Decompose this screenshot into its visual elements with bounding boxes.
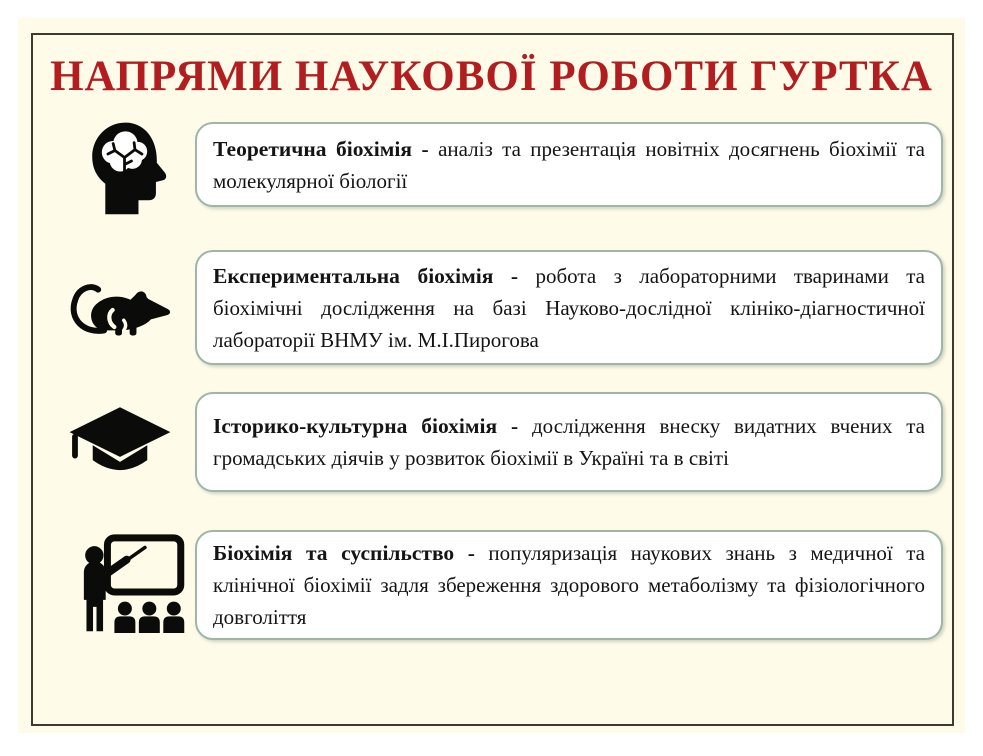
direction-box-theoretical bbox=[195, 122, 943, 207]
direction-box-historical bbox=[195, 392, 943, 492]
lab-rat-icon bbox=[66, 276, 178, 344]
direction-body: аналіз та презентація новітніх досягнень біохімії та молекулярної біології bbox=[213, 136, 925, 193]
direction-text bbox=[213, 537, 925, 633]
teacher-presentation-icon bbox=[76, 532, 186, 638]
direction-text bbox=[213, 260, 925, 356]
direction-text bbox=[213, 133, 925, 197]
direction-lead: Історико-культурна біохімія - bbox=[213, 414, 519, 438]
direction-box-society bbox=[195, 530, 943, 640]
direction-text bbox=[213, 410, 925, 474]
direction-body: популяризація наукових знань з медичної та клінічної біохімії задля збереження здорового метаболізму та фізіологічного довголіття bbox=[213, 541, 925, 629]
graduation-cap-icon bbox=[64, 404, 176, 480]
direction-body: робота з лабораторними тваринами та біохімічні дослідження на базі Науково-дослідної клініко-діагностичної лабораторії ВНМУ ім. М.І.Пирогова bbox=[213, 263, 926, 352]
direction-lead: Експериментальна біохімія - bbox=[213, 263, 519, 288]
slide-title: НАПРЯМИ НАУКОВОЇ РОБОТИ ГУРТКА bbox=[50, 53, 933, 100]
direction-lead: Теоретична біохімія - bbox=[213, 136, 429, 161]
direction-lead: Біохімія та суспільство - bbox=[213, 541, 475, 565]
direction-box-experimental bbox=[195, 250, 943, 365]
direction-body: дослідження внеску видатних вчених та громадських діячів у розвиток біохімії в Україні та в світі bbox=[213, 414, 926, 470]
head-brain-icon bbox=[84, 120, 172, 216]
